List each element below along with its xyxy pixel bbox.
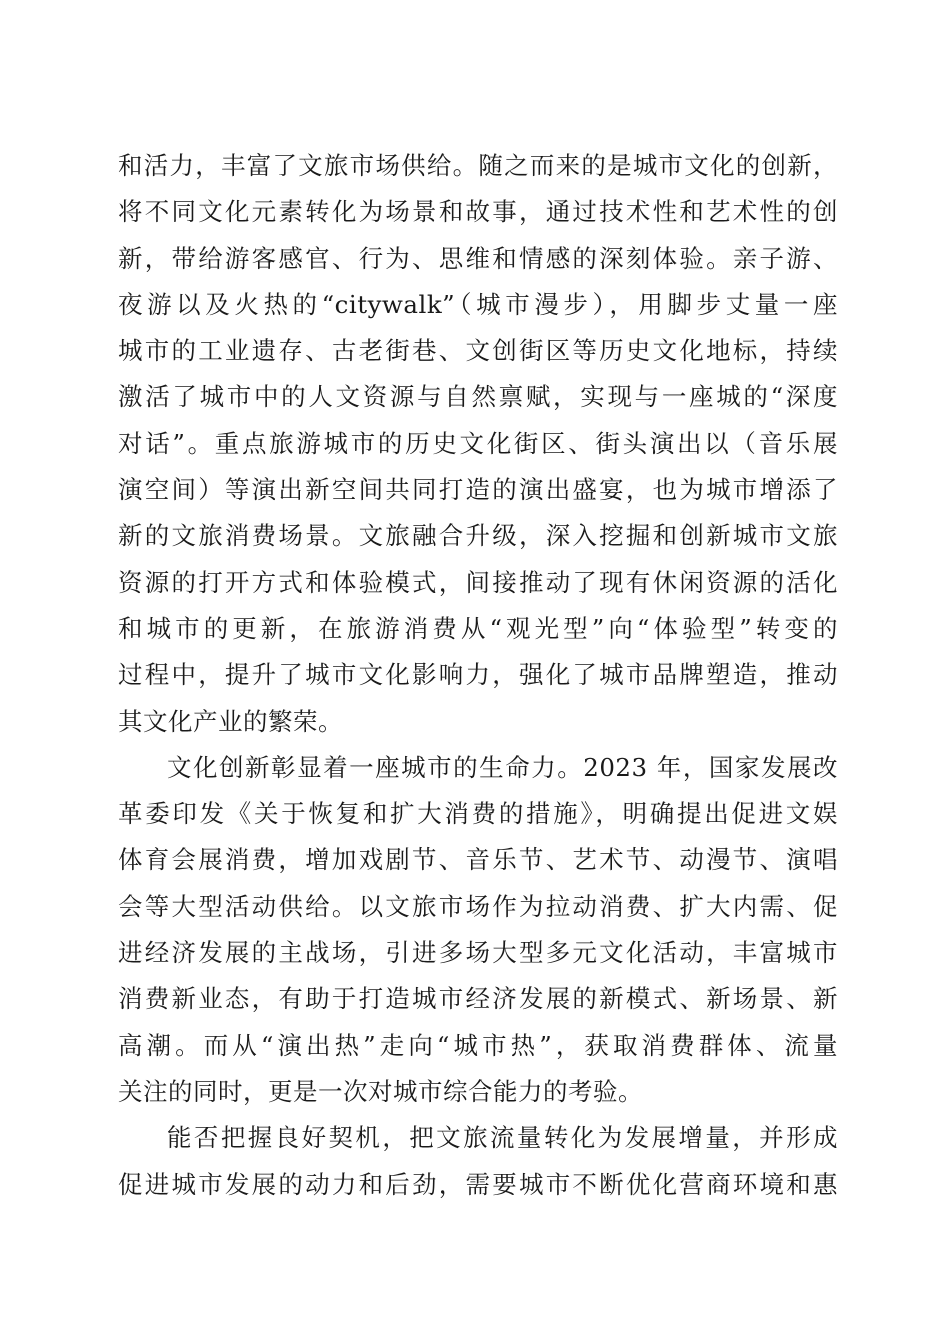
text-line: 城市的工业遗存、古老街巷、文创街区等历史文化地标，持续 bbox=[118, 336, 838, 366]
text-line: 其文化产业的繁荣。 bbox=[118, 706, 343, 736]
text-line: 会等大型活动供给。以文旅市场作为拉动消费、扩大内需、促 bbox=[118, 891, 838, 921]
text-line: 资源的打开方式和体验模式，间接推动了现有休闲资源的活化 bbox=[118, 567, 838, 597]
text-line: 演空间）等演出新空间共同打造的演出盛宴，也为城市增添了 bbox=[118, 475, 838, 505]
text-line: 革委印发《关于恢复和扩大消费的措施》，明确提出促进文娱 bbox=[118, 799, 838, 829]
text-line: 夜游以及火热的“citywalk”（城市漫步），用脚步丈量一座 bbox=[118, 289, 838, 319]
text-line-indented: 文化创新彰显着一座城市的生命力。2023 年，国家发展改 bbox=[167, 752, 838, 782]
text-line: 新，带给游客感官、行为、思维和情感的深刻体验。亲子游、 bbox=[118, 243, 838, 273]
text-line: 体育会展消费，增加戏剧节、音乐节、艺术节、动漫节、演唱 bbox=[118, 845, 838, 875]
text-line: 和城市的更新，在旅游消费从“观光型”向“体验型”转变的 bbox=[118, 613, 838, 643]
text-line: 和活力，丰富了文旅市场供给。随之而来的是城市文化的创新， bbox=[118, 151, 838, 180]
text-line: 高潮。而从“演出热”走向“城市热”，获取消费群体、流量 bbox=[118, 1030, 838, 1060]
paragraph-3 bbox=[118, 1115, 838, 1208]
paragraph-1 bbox=[118, 143, 838, 745]
text-line-indented: 能否把握良好契机，把文旅流量转化为发展增量，并形成 bbox=[167, 1123, 838, 1153]
text-line: 进经济发展的主战场，引进多场大型多元文化活动，丰富城市 bbox=[118, 938, 838, 968]
text-line: 将不同文化元素转化为场景和故事，通过技术性和艺术性的创 bbox=[118, 197, 838, 227]
text-line: 激活了城市中的人文资源与自然禀赋，实现与一座城的“深度 bbox=[118, 382, 838, 412]
text-line: 关注的同时，更是一次对城市综合能力的考验。 bbox=[118, 1076, 643, 1106]
text-line: 促进城市发展的动力和后劲，需要城市不断优化营商环境和惠 bbox=[118, 1169, 838, 1199]
text-line: 新的文旅消费场景。文旅融合升级，深入挖掘和创新城市文旅 bbox=[118, 521, 838, 551]
text-line: 过程中，提升了城市文化影响力，强化了城市品牌塑造，推动 bbox=[118, 660, 838, 690]
text-line: 消费新业态，有助于打造城市经济发展的新模式、新场景、新 bbox=[118, 984, 838, 1014]
text-line: 对话”。重点旅游城市的历史文化街区、街头演出以（音乐展 bbox=[118, 428, 838, 458]
document-body bbox=[118, 143, 838, 1208]
paragraph-2 bbox=[118, 745, 838, 1115]
